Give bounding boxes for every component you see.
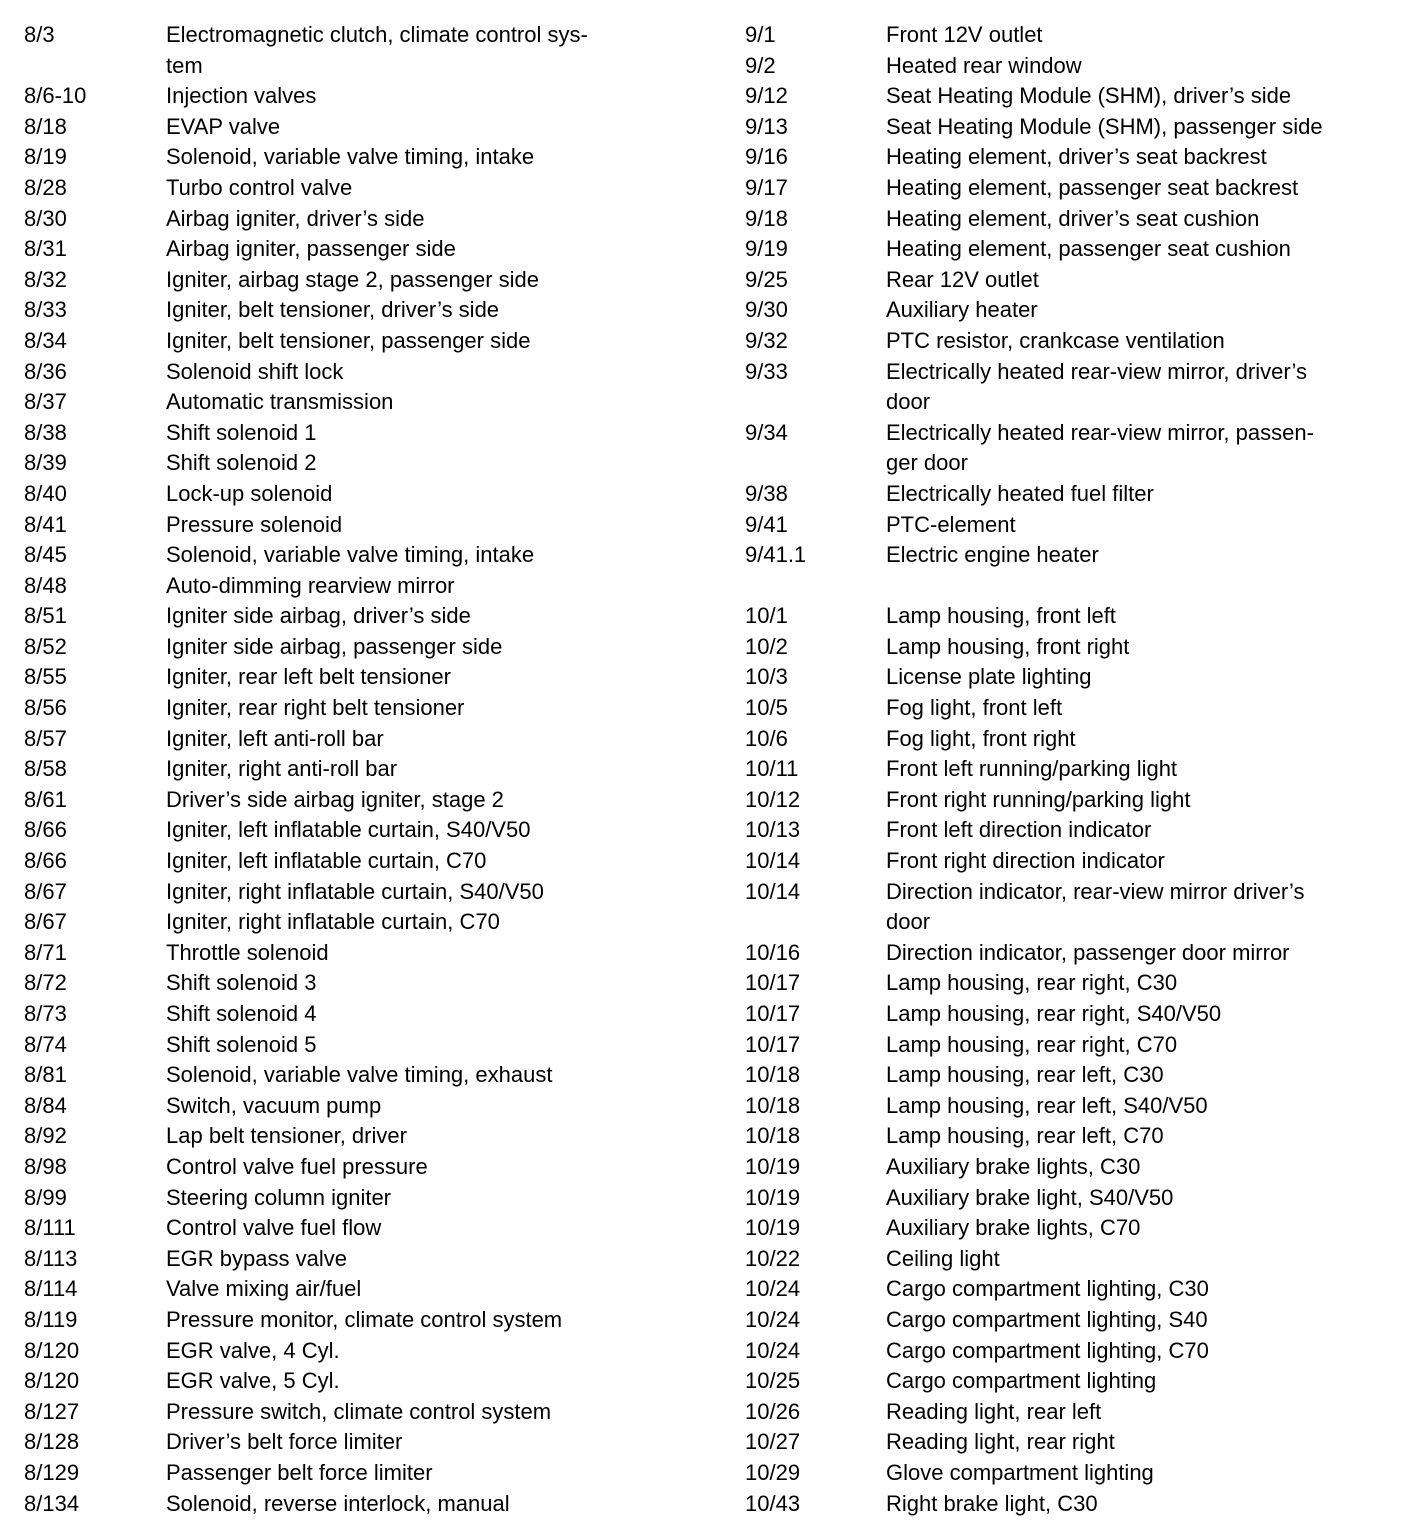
list-item xyxy=(745,1121,1395,1152)
list-item xyxy=(24,448,714,479)
list-item xyxy=(24,1366,714,1397)
component-code: 9/38 xyxy=(745,480,788,506)
list-item xyxy=(24,234,714,265)
component-code: 8/73 xyxy=(24,1001,67,1026)
component-description: Igniter side airbag, passenger side xyxy=(166,633,503,659)
component-description: Igniter, airbag stage 2, passenger side xyxy=(166,266,540,292)
component-code: 8/98 xyxy=(24,1153,67,1179)
component-description: Driver’s side airbag igniter, stage 2 xyxy=(166,786,504,812)
component-code: 8/113 xyxy=(24,1245,78,1271)
list-item xyxy=(745,418,1395,479)
component-code: 10/24 xyxy=(745,1276,801,1302)
list-item xyxy=(24,357,714,388)
component-code: 8/127 xyxy=(24,1398,80,1424)
list-item xyxy=(745,1336,1395,1367)
list-item xyxy=(24,1213,714,1244)
list-item xyxy=(745,326,1395,357)
component-code: 10/12 xyxy=(745,786,801,812)
component-description: Igniter, left inflatable curtain, S40/V50 xyxy=(166,817,531,843)
component-description: Direction indicator, rear-view mirror driver’s door xyxy=(886,878,1305,935)
list-item xyxy=(745,1366,1395,1397)
component-description: Solenoid, variable valve timing, exhaust xyxy=(166,1062,553,1088)
component-code: 9/34 xyxy=(745,419,788,445)
component-code: 10/24 xyxy=(745,1306,801,1332)
list-item xyxy=(745,693,1395,724)
list-item xyxy=(24,999,714,1030)
component-code: 10/26 xyxy=(745,1398,801,1424)
list-item xyxy=(745,295,1395,326)
list-item xyxy=(745,1305,1395,1336)
component-description: Right brake light, C30 xyxy=(886,1490,1098,1516)
component-description: Auto-dimming rearview mirror xyxy=(166,572,455,598)
list-item xyxy=(745,51,1395,82)
component-code: 10/16 xyxy=(745,939,801,965)
component-code: 8/72 xyxy=(24,970,67,996)
component-description: Fog light, front right xyxy=(886,725,1076,751)
list-item xyxy=(24,1274,714,1305)
list-item xyxy=(745,785,1395,816)
component-description: Igniter, right anti-roll bar xyxy=(166,756,398,782)
list-item xyxy=(745,510,1395,541)
component-code: 9/13 xyxy=(745,113,788,139)
component-code: 10/13 xyxy=(745,817,801,843)
list-item xyxy=(745,81,1395,112)
list-item xyxy=(24,173,714,204)
list-item xyxy=(745,112,1395,143)
component-code: 8/134 xyxy=(24,1490,80,1516)
list-item xyxy=(24,815,714,846)
component-code: 8/40 xyxy=(24,480,67,506)
list-item xyxy=(745,601,1395,632)
list-item xyxy=(745,1274,1395,1305)
component-code: 10/14 xyxy=(745,848,801,874)
component-description: Lamp housing, rear right, C70 xyxy=(886,1031,1178,1057)
list-item xyxy=(745,815,1395,846)
component-code: 10/1 xyxy=(745,603,788,629)
component-code: 8/67 xyxy=(24,878,67,904)
component-description: Fog light, front left xyxy=(886,695,1063,721)
component-description: Airbag igniter, driver’s side xyxy=(166,205,425,231)
component-description: Shift solenoid 5 xyxy=(166,1031,317,1057)
list-item xyxy=(24,265,714,296)
component-code: 9/1 xyxy=(745,22,776,47)
list-item xyxy=(745,968,1395,999)
component-code: 8/66 xyxy=(24,817,67,843)
list-item xyxy=(745,1427,1395,1458)
component-code: 10/17 xyxy=(745,1001,801,1026)
component-code: 8/74 xyxy=(24,1031,67,1057)
list-item xyxy=(24,601,714,632)
component-description: Pressure monitor, climate control system xyxy=(166,1306,563,1332)
component-description: Rear 12V outlet xyxy=(886,266,1039,292)
component-description: Lamp housing, rear left, S40/V50 xyxy=(886,1092,1208,1118)
component-code: 8/30 xyxy=(24,205,67,231)
component-code: 8/99 xyxy=(24,1184,67,1210)
component-description: Igniter, belt tensioner, passenger side xyxy=(166,327,531,353)
component-code: 10/18 xyxy=(745,1062,801,1088)
list-item xyxy=(745,724,1395,755)
list-item xyxy=(745,357,1395,418)
list-item xyxy=(745,540,1395,571)
component-code: 9/41 xyxy=(745,511,788,537)
component-description: Pressure solenoid xyxy=(166,511,343,537)
component-description: Shift solenoid 2 xyxy=(166,450,317,476)
component-description: Front 12V outlet xyxy=(886,22,1043,47)
component-description: Shift solenoid 3 xyxy=(166,970,317,996)
component-description: PTC-element xyxy=(886,511,1016,537)
component-code: 9/25 xyxy=(745,266,788,292)
component-code: 8/71 xyxy=(24,939,67,965)
component-description: Solenoid, variable valve timing, intake xyxy=(166,542,535,568)
component-description: Igniter, right inflatable curtain, C70 xyxy=(166,909,500,935)
list-item xyxy=(24,510,714,541)
component-code: 8/81 xyxy=(24,1062,67,1088)
component-description: Reading light, rear left xyxy=(886,1398,1102,1424)
component-code: 8/84 xyxy=(24,1092,67,1118)
component-code: 8/57 xyxy=(24,725,67,751)
list-item xyxy=(24,1060,714,1091)
component-description: Auxiliary brake lights, C70 xyxy=(886,1215,1141,1241)
component-code: 10/18 xyxy=(745,1123,801,1149)
list-item xyxy=(24,479,714,510)
list-item xyxy=(24,142,714,173)
list-item xyxy=(745,846,1395,877)
component-description: Front right running/parking light xyxy=(886,786,1191,812)
component-code: 10/2 xyxy=(745,633,788,659)
list-item xyxy=(24,204,714,235)
component-description: Igniter, rear left belt tensioner xyxy=(166,664,451,690)
component-description: Heating element, driver’s seat backrest xyxy=(886,144,1267,170)
component-code: 10/6 xyxy=(745,725,788,751)
component-description: EGR bypass valve xyxy=(166,1245,347,1271)
component-code: 8/129 xyxy=(24,1459,80,1485)
component-description: Control valve fuel pressure xyxy=(166,1153,428,1179)
component-description: Switch, vacuum pump xyxy=(166,1092,382,1118)
list-item xyxy=(745,1030,1395,1061)
component-code: 8/6-10 xyxy=(24,83,87,109)
component-description: Igniter, right inflatable curtain, S40/V50 xyxy=(166,878,544,904)
list-item xyxy=(24,1397,714,1428)
component-description: Seat Heating Module (SHM), passenger side xyxy=(886,113,1323,139)
list-item xyxy=(24,907,714,938)
component-description: Airbag igniter, passenger side xyxy=(166,236,456,262)
list-item xyxy=(745,204,1395,235)
list-item xyxy=(24,112,714,143)
list-item xyxy=(24,1030,714,1061)
component-description: EGR valve, 5 Cyl. xyxy=(166,1368,340,1394)
component-description: Seat Heating Module (SHM), driver’s side xyxy=(886,83,1292,109)
component-description: Lamp housing, rear left, C70 xyxy=(886,1123,1164,1149)
list-spacer xyxy=(745,571,1395,602)
component-code: 10/43 xyxy=(745,1490,801,1516)
component-code: 9/41.1 xyxy=(745,542,807,568)
component-description: Front right direction indicator xyxy=(886,848,1165,874)
component-description: Direction indicator, passenger door mirror xyxy=(886,939,1290,965)
component-description: Lamp housing, front left xyxy=(886,603,1116,629)
component-description: Igniter, left inflatable curtain, C70 xyxy=(166,848,487,874)
component-description: Igniter, rear right belt tensioner xyxy=(166,695,465,721)
list-item xyxy=(745,1152,1395,1183)
list-item xyxy=(24,1336,714,1367)
component-description: Lamp housing, rear right, S40/V50 xyxy=(886,1001,1222,1026)
component-code: 9/17 xyxy=(745,174,788,200)
list-item xyxy=(24,1183,714,1214)
list-item xyxy=(24,724,714,755)
component-description: EVAP valve xyxy=(166,113,281,139)
list-item xyxy=(745,1183,1395,1214)
component-code: 9/32 xyxy=(745,327,788,353)
component-description: Solenoid shift lock xyxy=(166,358,344,384)
component-code: 8/48 xyxy=(24,572,67,598)
component-description: Heating element, driver’s seat cushion xyxy=(886,205,1260,231)
component-code: 9/2 xyxy=(745,52,776,78)
component-description: Pressure switch, climate control system xyxy=(166,1398,552,1424)
list-item xyxy=(24,1091,714,1122)
component-code: 8/3 xyxy=(24,22,55,47)
list-item xyxy=(745,1244,1395,1275)
component-description: Valve mixing air/fuel xyxy=(166,1276,362,1302)
component-description: Electric engine heater xyxy=(886,542,1099,568)
list-item xyxy=(24,1489,714,1520)
list-item xyxy=(24,1152,714,1183)
list-item xyxy=(24,1121,714,1152)
component-code: 8/28 xyxy=(24,174,67,200)
component-code: 8/19 xyxy=(24,144,67,170)
component-code: 8/92 xyxy=(24,1123,67,1149)
component-description: Cargo compartment lighting, S40 xyxy=(886,1306,1208,1332)
component-code: 8/55 xyxy=(24,664,67,690)
component-code: 9/16 xyxy=(745,144,788,170)
component-description: Control valve fuel flow xyxy=(166,1215,382,1241)
list-item xyxy=(24,632,714,663)
list-item xyxy=(745,938,1395,969)
component-code: 10/24 xyxy=(745,1337,801,1363)
component-description: Lamp housing, rear right, C30 xyxy=(886,970,1178,996)
list-item xyxy=(24,418,714,449)
component-code: 8/41 xyxy=(24,511,67,537)
component-code: 8/52 xyxy=(24,633,67,659)
list-item xyxy=(745,1091,1395,1122)
component-description: Shift solenoid 4 xyxy=(166,1001,317,1026)
component-code: 10/25 xyxy=(745,1368,801,1394)
list-item xyxy=(745,234,1395,265)
component-code: 8/38 xyxy=(24,419,67,445)
component-description: Auxiliary brake light, S40/V50 xyxy=(886,1184,1174,1210)
component-code: 8/37 xyxy=(24,389,67,415)
left-component-list xyxy=(24,20,714,1519)
component-description: Driver’s belt force limiter xyxy=(166,1429,403,1455)
list-item xyxy=(24,754,714,785)
component-code: 10/11 xyxy=(745,756,799,782)
list-item xyxy=(24,20,714,81)
component-description: Turbo control valve xyxy=(166,174,353,200)
list-item xyxy=(745,1489,1395,1520)
list-item xyxy=(24,662,714,693)
component-description: Igniter, belt tensioner, driver’s side xyxy=(166,297,500,323)
component-code: 8/31 xyxy=(24,236,67,262)
component-description: Lock-up solenoid xyxy=(166,480,333,506)
component-code: 9/12 xyxy=(745,83,788,109)
component-description: Cargo compartment lighting xyxy=(886,1368,1157,1394)
component-description: Front left running/parking light xyxy=(886,756,1178,782)
list-item xyxy=(24,1305,714,1336)
component-code: 8/128 xyxy=(24,1429,80,1455)
component-description: Ceiling light xyxy=(886,1245,1000,1271)
component-description: Heated rear window xyxy=(886,52,1082,78)
component-code: 10/19 xyxy=(745,1215,801,1241)
component-code: 8/51 xyxy=(24,603,67,629)
component-code: 10/19 xyxy=(745,1153,801,1179)
component-description: Cargo compartment lighting, C30 xyxy=(886,1276,1209,1302)
list-item xyxy=(24,295,714,326)
component-code: 8/39 xyxy=(24,450,67,476)
component-code: 8/34 xyxy=(24,327,67,353)
component-code: 9/33 xyxy=(745,358,788,384)
right-component-list xyxy=(745,20,1395,1519)
list-item xyxy=(24,693,714,724)
component-description: Passenger belt force limiter xyxy=(166,1459,433,1485)
component-description: Heating element, passenger seat cushion xyxy=(886,236,1291,262)
list-item xyxy=(745,1060,1395,1091)
component-description: Electromagnetic clutch, climate control sys- tem xyxy=(166,22,588,78)
component-code: 10/17 xyxy=(745,1031,801,1057)
list-item xyxy=(745,754,1395,785)
list-item xyxy=(745,632,1395,663)
component-code: 8/111 xyxy=(24,1215,76,1241)
component-description: Heating element, passenger seat backrest xyxy=(886,174,1299,200)
list-item xyxy=(745,877,1395,938)
component-code: 10/18 xyxy=(745,1092,801,1118)
component-code: 8/120 xyxy=(24,1337,80,1363)
component-description: Front left direction indicator xyxy=(886,817,1152,843)
list-item xyxy=(24,326,714,357)
component-description: Auxiliary heater xyxy=(886,297,1038,323)
component-description: Throttle solenoid xyxy=(166,939,329,965)
component-code: 8/66 xyxy=(24,848,67,874)
component-description: Injection valves xyxy=(166,83,317,109)
list-item xyxy=(24,1427,714,1458)
list-item xyxy=(745,1213,1395,1244)
component-description: EGR valve, 4 Cyl. xyxy=(166,1337,340,1363)
list-item xyxy=(24,571,714,602)
component-code: 8/120 xyxy=(24,1368,80,1394)
component-code: 8/36 xyxy=(24,358,67,384)
list-item xyxy=(24,968,714,999)
component-description: Igniter side airbag, driver’s side xyxy=(166,603,471,629)
component-code: 8/119 xyxy=(24,1306,78,1332)
list-item xyxy=(24,846,714,877)
component-code: 8/56 xyxy=(24,695,67,721)
component-description: Glove compartment lighting xyxy=(886,1459,1154,1485)
list-item xyxy=(745,173,1395,204)
list-item xyxy=(24,877,714,908)
component-code: 10/27 xyxy=(745,1429,801,1455)
component-code: 8/45 xyxy=(24,542,67,568)
component-description: Lamp housing, rear left, C30 xyxy=(886,1062,1164,1088)
list-item xyxy=(24,1458,714,1489)
component-description: Electrically heated rear-view mirror, passen- ger door xyxy=(886,419,1314,476)
component-description: License plate lighting xyxy=(886,664,1092,690)
component-description: Cargo compartment lighting, C70 xyxy=(886,1337,1209,1363)
component-description: Igniter, left anti-roll bar xyxy=(166,725,384,751)
component-description: Steering column igniter xyxy=(166,1184,392,1210)
component-code: 8/32 xyxy=(24,266,67,292)
component-description: Solenoid, variable valve timing, intake xyxy=(166,144,535,170)
component-code: 10/17 xyxy=(745,970,801,996)
component-code: 10/14 xyxy=(745,878,801,904)
component-description: Reading light, rear right xyxy=(886,1429,1115,1455)
list-item xyxy=(745,20,1395,51)
component-description: Lap belt tensioner, driver xyxy=(166,1123,407,1149)
component-description: PTC resistor, crankcase ventilation xyxy=(886,327,1225,353)
component-code: 10/5 xyxy=(745,695,788,721)
list-item xyxy=(745,1458,1395,1489)
component-code: 8/18 xyxy=(24,113,67,139)
list-item xyxy=(24,785,714,816)
list-item xyxy=(24,1244,714,1275)
component-code: 9/18 xyxy=(745,205,788,231)
component-description: Automatic transmission xyxy=(166,389,394,415)
list-item xyxy=(24,540,714,571)
list-item xyxy=(745,142,1395,173)
component-code: 8/33 xyxy=(24,297,67,323)
list-item xyxy=(745,999,1395,1030)
component-code: 8/67 xyxy=(24,909,67,935)
component-code: 8/61 xyxy=(24,786,67,812)
component-code: 9/30 xyxy=(745,297,788,323)
list-item xyxy=(745,662,1395,693)
component-description: Electrically heated rear-view mirror, driver’s door xyxy=(886,358,1307,415)
component-code: 8/58 xyxy=(24,756,67,782)
component-description: Electrically heated fuel filter xyxy=(886,480,1154,506)
component-code: 8/114 xyxy=(24,1276,78,1302)
list-item xyxy=(24,81,714,112)
component-description: Auxiliary brake lights, C30 xyxy=(886,1153,1141,1179)
component-code: 10/3 xyxy=(745,664,788,690)
list-item xyxy=(24,938,714,969)
component-code: 10/19 xyxy=(745,1184,801,1210)
component-code: 10/22 xyxy=(745,1245,801,1271)
list-item xyxy=(745,265,1395,296)
component-code: 9/19 xyxy=(745,236,788,262)
component-description: Solenoid, reverse interlock, manual xyxy=(166,1490,510,1516)
component-description: Shift solenoid 1 xyxy=(166,419,317,445)
component-code: 10/29 xyxy=(745,1459,801,1485)
list-item xyxy=(745,1397,1395,1428)
list-item xyxy=(745,479,1395,510)
list-item xyxy=(24,387,714,418)
component-description: Lamp housing, front right xyxy=(886,633,1130,659)
